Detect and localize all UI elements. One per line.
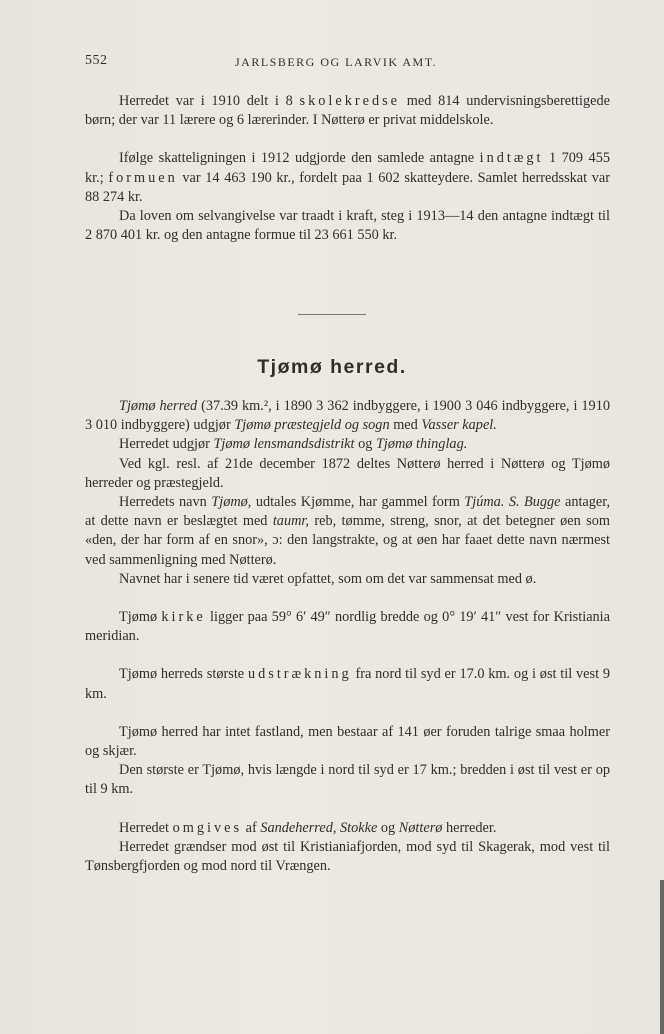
paragraph-name-interpretation: Navnet har i senere tid været opfattet, som om det var sammensat med ø.: [119, 570, 537, 587]
paragraph-largest-island: Den største er Tjømø, hvis længde i nord til syd er 17 km.; bredden i øst til vest er op til 9 km.: [85, 762, 610, 798]
paragraph-school-districts: Herredet var i 1910 delt i 8 skolekredse med 814 undervisningsberettigede børn; der var 11 lærere og 6 lærerinder. I Nøtterø er privat middelskole.: [85, 93, 610, 129]
running-title: JARLSBERG OG LARVIK AMT.: [235, 55, 438, 69]
section-title: Tjømø herred.: [257, 356, 407, 378]
tjomo-text-block: [85, 397, 610, 876]
section-divider: [298, 314, 366, 315]
paragraph-borders: Herredet grændser mod øst til Kristianiafjorden, mod syd til Skagerak, mod vest til Tønsbergfjorden og mod nord til Vrængen.: [85, 838, 610, 875]
paragraph-surroundings: Herredet omgives af Sandeherred, Stokke og Nøtterø herreder.: [119, 819, 497, 836]
paragraph-name-origin: Herredets navn Tjømø, udtales Kjømme, har gammel form Tjúma. S. Bugge antager, at dette navn er beslægtet med taumr, reb, tømme, streng, snor, at det betegner øen som «den, der har form af en snor», ɔ: den langstrakte, og at øen har faaet dette navn nærmest ved sammenligning med Nøtterø.: [85, 494, 611, 568]
paragraph-resolution: Ved kgl. resl. af 21de december 1872 deltes Nøtterø herred i Nøtterø og Tjømø herreder og præstegjeld.: [85, 455, 610, 491]
paragraph-extent: Tjømø herreds største udstrækning fra nord til syd er 17.0 km. og i øst til vest 9 km.: [85, 666, 610, 702]
paragraph-islands: Tjømø herred har intet fastland, men bestaar af 141 øer foruden talrige smaa holmer og skjær.: [85, 723, 610, 760]
page-number: 552: [85, 53, 108, 68]
paragraph-taxation: Ifølge skatteligningen i 1912 udgjorde den samlede antagne indtægt 1 709 455 kr.; formuen var 14 463 190 kr., fordelt paa 1 602 skatteydere. Samlet herredsskat var 88 274 kr.: [85, 150, 611, 205]
paragraph-self-assessment: Da loven om selvangivelse var traadt i kraft, steg i 1913—14 den antagne indtægt til 2 870 401 kr. og den antagne formue til 23 661 550 kr.: [85, 208, 610, 244]
intro-text-block: [85, 92, 610, 245]
paragraph-area: Tjømø herred (37.39 km.², i 1890 3 362 indbyggere, i 1900 3 046 indbyggere, i 1910 3 010 indbyggere) udgjør Tjømø præstegjeld og sogn med Vasser kapel.: [85, 398, 611, 434]
paragraph-district: Herredet udgjør Tjømø lensmandsdistrikt og Tjømø thinglag.: [119, 436, 468, 453]
page-edge-shadow: [660, 880, 664, 1034]
paragraph-church-location: Tjømø kirke ligger paa 59° 6′ 49″ nordlig bredde og 0° 19′ 41″ vest for Kristiania meridian.: [85, 609, 611, 645]
